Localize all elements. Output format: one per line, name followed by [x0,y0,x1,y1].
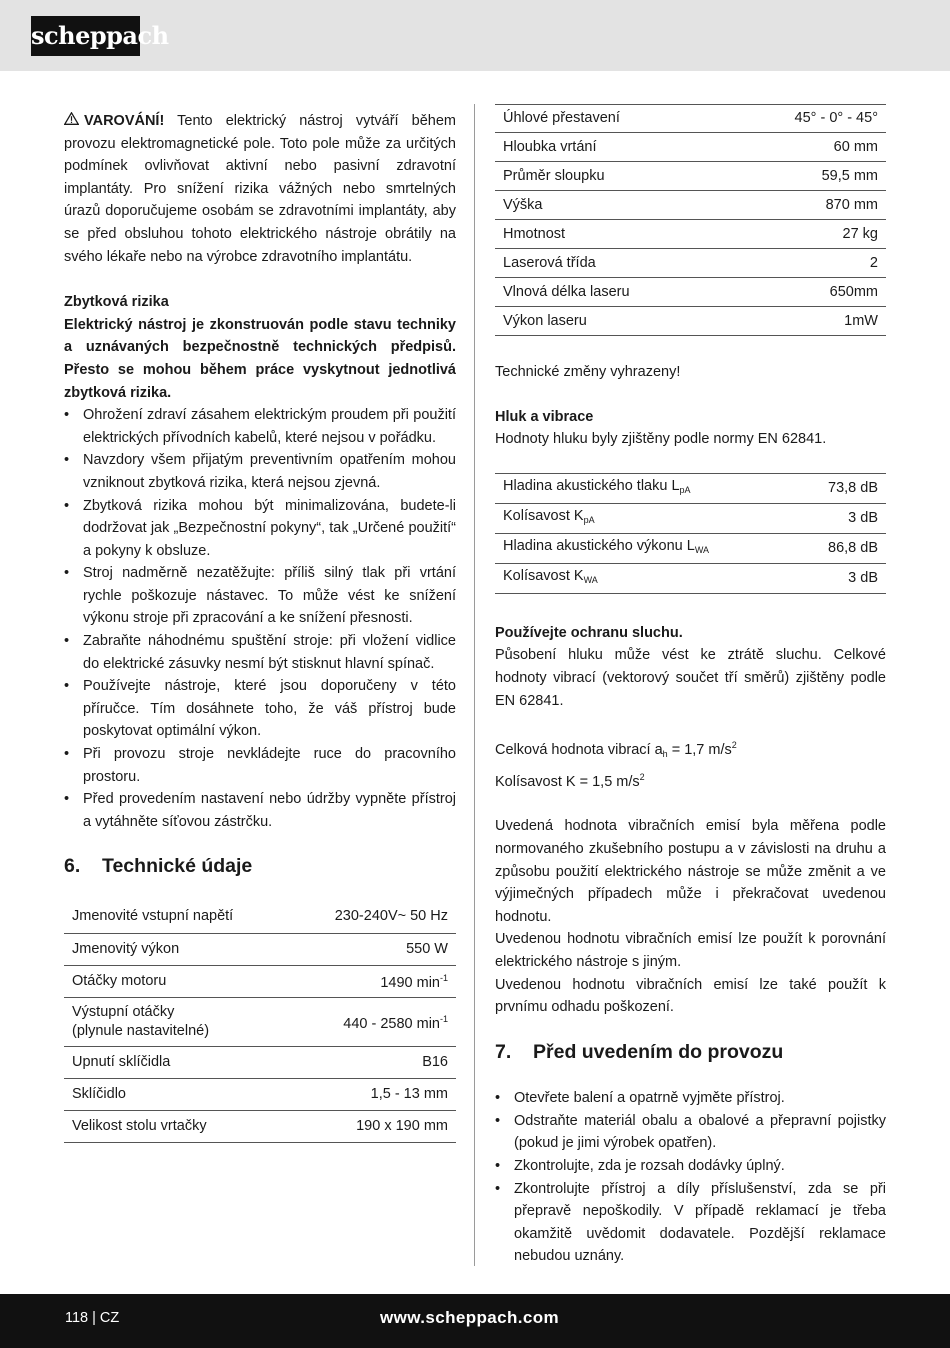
spec-label: Průměr sloupku [495,162,725,191]
noise-value: 73,8 dB [796,473,886,503]
section-title: Technické údaje [102,855,253,878]
list-item: • Navzdory všem přijatým preventivním opatřením mohou vzniknout zbytková rizika, která nejsou zjevná. [64,449,456,494]
table-row [495,191,886,220]
table-row [64,933,456,965]
noise-label: Hladina akustického tlaku $L_{pA}$ [495,473,796,503]
spec-value: 230-240V~ 50 Hz [291,900,456,933]
noise-label: Kolísavost $K_{WA}$ [495,563,796,593]
spec-label: Vlnová délka laseru [495,278,725,307]
spec-label: Sklíčidlo [64,1078,291,1110]
residual-intro: Elektrický nástroj je zkonstruován podle stavu techniky a uznávaných bezpečnostně technických předpisů. Přesto se mohou během práce vyskytnout jednotlivá zbytková rizika. [64,316,456,401]
section-6-heading [64,855,456,878]
noise-value: 86,8 dB [796,533,886,563]
table-row [495,307,886,336]
spec-value: 650mm [725,278,886,307]
table-row [495,473,886,503]
warning-triangle-icon [64,110,80,133]
spec-value: 1mW [725,307,886,336]
noise-label: Kolísavost $K_{pA}$ [495,503,796,533]
hearing-heading: Používejte ochranu sluchu. [495,624,683,641]
footer-bar [0,1294,950,1348]
table-row [495,278,886,307]
list-item: • Otevřete balení a opatrně vyjměte přístroj. [495,1087,886,1110]
warning-paragraph [64,110,456,268]
spec-label: Jmenovité vstupní napětí [64,900,291,933]
spec-value: B16 [291,1046,456,1078]
spec-label: Výkon laseru [495,307,725,336]
residual-list [64,404,456,833]
emission-paragraph: Uvedenou hodnotu vibračních emisí lze použít k porovnání elektrického nástroje s jiným. [495,931,886,970]
spec-label: Výstupní otáčky (plynule nastavitelné) [64,997,291,1046]
spec-value: 45° - 0° - 45° [725,105,886,133]
table-row [495,503,886,533]
spec-value: 27 kg [725,220,886,249]
residual-heading: Zbytková rizika [64,294,169,311]
spec-label: Úhlové přestavení [495,105,725,133]
spec-label: Velikost stolu vrtačky [64,1110,291,1142]
vibration-uncertainty: Kolísavost K = 1,5 $m/s^2$ [495,771,645,790]
noise-text: Hodnoty hluku byly zjištěny podle normy EN 62841. [495,431,827,448]
table-row [495,162,886,191]
list-item: • Zabraňte náhodnému spuštění stroje: při vložení vidlice do elektrické zásuvky nesmí být stisknut hlavní spínač. [64,630,456,675]
spec-value: 190 x 190 mm [291,1110,456,1142]
vibration-total: Celková hodnota vibrací $a_h = 1,7$ $m/s^2$ [495,740,737,760]
table-row [64,900,456,933]
warning-label: VAROVÁNÍ! [84,113,165,129]
column-divider [474,104,475,1266]
noise-value: 3 dB [796,503,886,533]
spec-value: 59,5 mm [725,162,886,191]
table-row [64,997,456,1046]
section-number: 7. [495,1040,512,1063]
section-title: Před uvedením do provozu [533,1040,784,1063]
noise-heading: Hluk a vibrace [495,408,594,425]
emission-paragraph: Uvedenou hodnotu vibračních emisí lze také použít k prvnímu odhadu poškození. [495,976,886,1016]
list-item: • Zbytková rizika mohou být minimalizována, budete-li dodržovat jak „Bezpečnostní pokyny“, tak „Určené použití“ a pokyny k obsluze. [64,495,456,563]
spec-label: Laserová třída [495,249,725,278]
spec-value: 60 mm [725,133,886,162]
table-row [495,563,886,593]
page-number: 118 | CZ [65,1310,120,1326]
list-item: • Před provedením nastavení nebo údržby vypněte přístroj a vytáhněte síťovou zástrčku. [64,788,456,833]
list-item: • Odstraňte materiál obalu a obalové a přepravní pojistky (pokud je jimi výrobek opatřen). [495,1110,886,1155]
table-row [495,220,886,249]
list-item: • Při provozu stroje nevkládejte ruce do pracovního prostoru. [64,743,456,788]
table-row [495,249,886,278]
warning-text: Tento elektrický nástroj vytváří během provozu elektromagnetické pole. Toto pole může za určitých podmínek ovlivňovat aktivní nebo pasivní zdravotní implantáty. Pro snížení rizika vážných nebo smrtelných úrazů doporučujeme osobám se zdravotními implantáty, aby se před obsluhou tohoto elektrického nástroje obrátily na svého lékaře nebo na výrobce zdravotního implantátu. [64,113,456,265]
spec-label: Výška [495,191,725,220]
spec-label: Otáčky motoru [64,965,291,997]
table-row [495,533,886,563]
spec-label: Hmotnost [495,220,725,249]
noise-value: 3 dB [796,563,886,593]
table-row [495,105,886,133]
list-item: • Zkontrolujte přístroj a díly příslušenství, zda se při přepravě nepoškodily. V případě reklamací je třeba okamžitě uvědomit dodavatele. Pozdější reklamace nebudou uznány. [495,1178,886,1268]
technical-data-table [64,900,456,1143]
list-item: • Ohrožení zdraví zásahem elektrickým proudem při použití elektrických přívodních kabelů, které nejsou v pořádku. [64,404,456,449]
table-row [64,1110,456,1142]
table-row [64,1046,456,1078]
noise-table [495,473,886,594]
table-row [495,133,886,162]
spec-label: Upnutí sklíčidla [64,1046,291,1078]
noise-label: Hladina akustického výkonu $L_{WA}$ [495,533,796,563]
table-row [64,1078,456,1110]
emission-paragraph: Uvedená hodnota vibračních emisí byla měřena podle normovaného zkušebního postupu a v závislosti na druhu a způsobu použití elektrického nástroje se může změnit a ve výjimečných případech může i překračovat uvedenou hodnotu. [495,818,886,925]
right-column [495,104,886,1268]
spec-label: Jmenovitý výkon [64,933,291,965]
list-item: • Zkontrolujte, zda je rozsah dodávky úplný. [495,1155,886,1178]
section-number: 6. [64,855,81,878]
brand-logo: scheppach [31,16,140,56]
hearing-text: Působení hluku může vést ke ztrátě sluchu. Celkové hodnoty vibrací (vektorový součet tří směrů) zjištěny podle EN 62841. [495,647,886,709]
spec-value: 550 W [291,933,456,965]
spec-value: 2 [725,249,886,278]
spec-value: 1490 $\min^{-1}$ [291,965,456,997]
startup-list [495,1087,886,1268]
spec-label: Hloubka vrtání [495,133,725,162]
left-column [64,110,456,1143]
table-row [64,965,456,997]
spec-value: 440 - 2580 $\min^{-1}$ [291,997,456,1046]
website-url: www.scheppach.com [380,1308,560,1327]
spec-value: 870 mm [725,191,886,220]
technical-data-table-continued [495,104,886,336]
technical-changes-note: Technické změny vyhrazeny! [495,364,681,380]
spec-value: 1,5 - 13 mm [291,1078,456,1110]
list-item: • Používejte nástroje, které jsou doporučeny v této příručce. Tím dosáhnete toho, že váš přístroj bude poskytovat optimální výkon. [64,675,456,743]
section-7-heading [495,1041,886,1064]
list-item: • Stroj nadměrně nezatěžujte: příliš silný tlak při vrtání rychle poškozuje nástavec. To může vést ke snížení výkonu stroje při zpracování a ke snížení přesnosti. [64,562,456,630]
